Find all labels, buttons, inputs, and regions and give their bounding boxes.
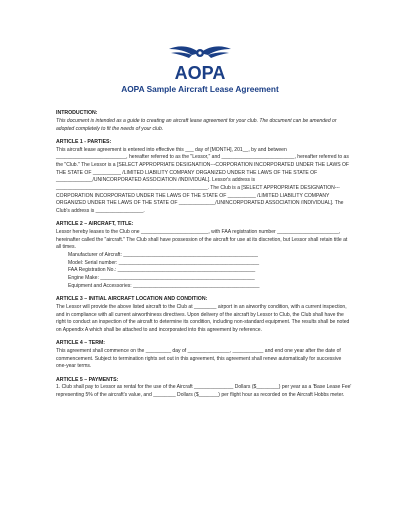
intro-heading: INTRODUCTION: (56, 110, 98, 116)
aircraft-text: Lessor hereby leases to the Club one ________________________, with FAA registration number ______________________, hereinafter called the "aircraft." The Club shall have possession of the aircraft for use at its discretion, but Lessor shall retain title at all times. (56, 229, 348, 251)
intro-text: This document is intended as a guide to creating an aircraft lease agreement for your club. The document can be amended or adopted completely to fit the needs of your club. (56, 117, 337, 132)
aircraft-field-model-serial: Model: Serial number: __________________________________________________ (68, 259, 260, 266)
aircraft-field-engine: Engine Make: _______________________________________________________ (68, 275, 255, 282)
term-heading: ARTICLE 4 – TERM: (56, 340, 105, 347)
payments-heading: ARTICLE 5 – PAYMENTS: (56, 376, 119, 383)
aircraft-field-manufacturer: Manufacturer of Aircraft: ________________________________________________ (68, 252, 258, 259)
term-text: This agreement shall commence on the _________ day of _______________, ___________ and end one year after the date of commencement. Subject to termination rights set out in this agreement, this agreement shall renew automatically for successive one-year terms. (56, 348, 342, 370)
aircraft-field-registration: FAA Registration No.: _________________________________________________ (68, 267, 256, 274)
inspection-heading: ARTICLE 3 – INITIAL AIRCRAFT LOCATION AND CONDITION: (56, 295, 208, 302)
aircraft-field-equipment: Equipment and Accessories: _____________________________________________ (68, 282, 260, 289)
logo-wordmark: AOPA (174, 63, 226, 81)
parties-text: This aircraft lease agreement is entered into effective this ___ day of [MONTH], 201__, by and between _________________________, hereafter referred to as the "Lessor," and __________________________, hereafter referred to as the "Club." The Lessor is a [SELECT APPROPRIATE DESIGNATION---CORPORATION INCORPORATED UNDER THE LAWS OF THE STATE OF __________ /LIMITED LIABILITY COMPANY ORGANIZED UNDER THE LAWS OF THE STATE OF _____________/UNINCORPORATED ASSOCIATION /INDIVIDUAL]. Lessor's address is ______________________________________________________. The Club is a [SELECT APPROPRIATE DESIGNATION---CORPORATION INCORPORATED UNDER THE LAWS OF THE STATE OF __________ /LIMITED LIABILITY COMPANY ORGANIZED UNDER THE LAWS OF THE STATE OF _____________/UNINCORPORATED ASSOCIATION /INDIVIDUAL]. The Club's address is _________________. (56, 146, 349, 214)
aircraft-heading: ARTICLE 2 – AIRCRAFT, TITLE: (56, 221, 134, 228)
inspection-text: The Lessor will provide the above listed aircraft to the Club at ________ airport in an airworthy condition, with a current inspection, and in compliance with all current airworthiness directives. Upon delivery of the aircraft by Lessor to Club, the Club shall have the right to conduct an inspection of the aircraft to determine its condition, including non-standard equipment. The results shall be noted on Appendix A which shall be attached to and incorporated into this agreement by reference. (56, 303, 350, 333)
document-title: AOPA Sample Aircraft Lease Agreement (121, 84, 279, 94)
aopa-logo-icon (168, 43, 232, 81)
payments-text: 1. Club shall pay to Lessor as rental for the use of the Aircraft ______________ Dollars ($________) per year as a 'Base Lease Fee' representing 5% of the aircraft's value, and ________ Dollars ($_______) per flight hour as recorded on the Aircraft Hobbs meter. (56, 384, 352, 399)
parties-heading: ARTICLE 1 - PARTIES: (56, 138, 112, 145)
document-body (56, 110, 352, 400)
